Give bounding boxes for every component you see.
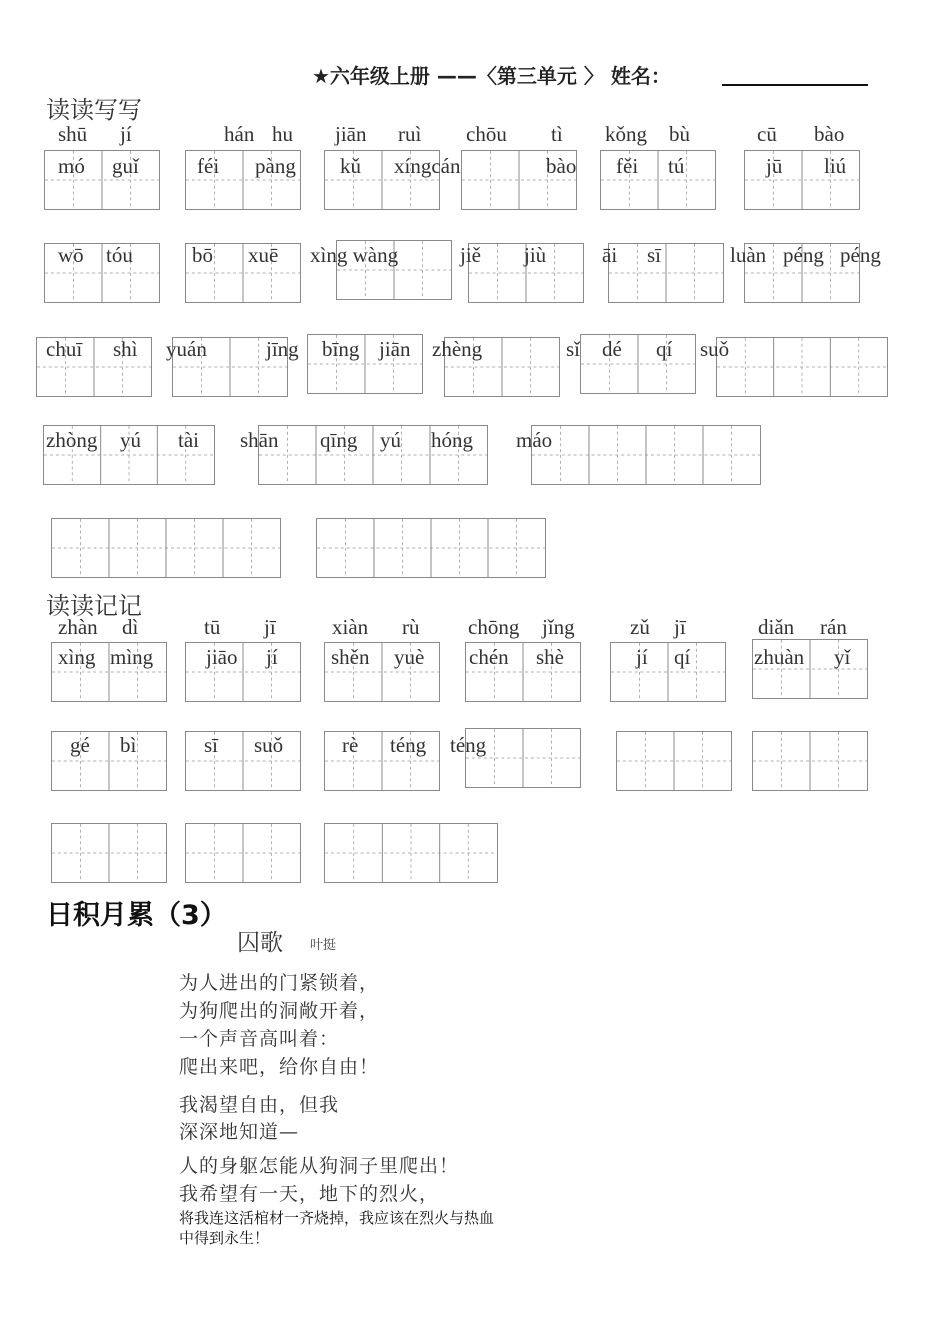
pinyin: shū [58,122,88,146]
pinyin: tài [178,428,199,452]
pinyin: qí [656,337,673,361]
pinyin: tú [668,154,685,178]
pinyin: jiān [379,337,411,361]
writing-grid[interactable] [531,425,761,485]
pinyin: zǔ [630,615,650,639]
pinyin: tóu [106,243,133,267]
pinyin: tū [204,615,221,639]
pinyin: rè [342,733,359,757]
pinyin: jī [264,615,276,639]
pinyin: chōng [468,615,520,639]
pinyin: shì [113,337,138,361]
pinyin: yú [120,428,141,452]
writing-grid[interactable] [716,337,888,397]
writing-grid[interactable] [185,642,301,702]
pinyin: kǔ [340,154,361,178]
pinyin: jí [266,645,278,669]
pinyin: dé [602,337,622,361]
pinyin: qīng [320,428,358,452]
pinyin: bō [192,243,213,267]
pinyin: jí [636,645,648,669]
poem-title: 囚歌 [237,930,283,956]
pinyin: shěn [331,645,370,669]
pinyin: qí [674,645,691,669]
pinyin: hán [224,122,255,146]
pinyin: yǐ [834,645,851,669]
writing-grid[interactable] [324,823,498,883]
writing-grid[interactable] [316,518,546,578]
poem-line: 为人进出的门紧锁着， [179,972,380,994]
pinyin: xuē [248,243,279,267]
pinyin: jū [766,154,783,178]
poem-line: 为狗爬出的洞敞开着， [179,1000,380,1022]
pinyin: guǐ [112,154,139,178]
writing-grid[interactable] [608,243,724,303]
pinyin: zhòng [46,428,98,452]
pinyin: sǐ [566,337,581,361]
pinyin: bīng [322,337,360,361]
pinyin: zhàn [58,615,98,639]
pinyin: pàng [255,154,296,178]
pinyin: hu [272,122,293,146]
pinyin: kǒng [605,122,647,146]
pinyin: yú [380,428,401,452]
pinyin: zhèng [432,337,483,361]
writing-grid[interactable] [752,731,868,791]
writing-grid[interactable] [185,731,301,791]
writing-grid[interactable] [51,518,281,578]
pinyin: chuī [46,337,83,361]
pinyin: suǒ [254,733,284,757]
pinyin: jiān [335,122,367,146]
pinyin: wō [58,243,84,267]
pinyin: máo [516,428,553,452]
pinyin: téng [450,733,487,757]
pinyin: yuè [394,645,425,669]
pinyin: péng [783,243,824,267]
poem-line: 一个声音高叫着： [179,1028,340,1050]
pinyin: jīng [266,337,299,361]
section-title-accumulation: 日积月累（3） [46,900,227,931]
pinyin: hóng [431,428,473,452]
pinyin: bù [669,122,690,146]
pinyin: xìng wàng [310,243,399,267]
name-blank-line [722,84,868,86]
pinyin: bào [546,154,577,178]
pinyin: mìng [110,645,154,669]
writing-grid[interactable] [185,823,301,883]
poem-line: 将我连这活棺材一齐烧掉，我应该在烈火与热血 [179,1209,495,1227]
pinyin: jiāo [206,645,238,669]
pinyin: zhuàn [754,645,805,669]
pinyin: suǒ [700,337,730,361]
pinyin: jiù [524,243,547,267]
poem-line: 爬出来吧，给你自由！ [179,1056,380,1078]
poem-line: 我渴望自由，但我 [179,1094,340,1116]
pinyin: jī [674,615,686,639]
pinyin: xìng [58,645,96,669]
pinyin: āi [602,243,618,267]
pinyin: xíngcán [394,154,461,178]
pinyin: yuán [166,337,207,361]
pinyin: péng [840,243,881,267]
writing-grid[interactable] [51,823,167,883]
pinyin: jí [120,122,132,146]
pinyin: bào [814,122,845,146]
worksheet-header: ★六年级上册 ——〈第三单元 〉 姓名： [312,64,671,88]
pinyin: liú [824,154,847,178]
pinyin: xiàn [332,615,369,639]
pinyin: sī [647,243,662,267]
pinyin: chén [469,645,509,669]
poem-author: 叶挺 [310,938,337,953]
poem-line: 我希望有一天，地下的烈火， [179,1183,440,1205]
writing-grid[interactable] [51,731,167,791]
poem-line: 中得到永生！ [179,1229,270,1247]
section-title-read-write: 读读写写 [46,96,142,124]
pinyin: ruì [398,122,422,146]
pinyin: dì [122,615,139,639]
writing-grid[interactable] [580,334,696,394]
pinyin: fěi [616,154,639,178]
pinyin: tì [551,122,563,146]
pinyin: cū [757,122,777,146]
pinyin: rù [402,615,420,639]
pinyin: chōu [466,122,507,146]
writing-grid[interactable] [616,731,732,791]
pinyin: gé [70,733,90,757]
pinyin: jǐng [542,615,575,639]
pinyin: mó [58,154,85,178]
pinyin: téng [390,733,427,757]
pinyin: luàn [730,243,767,267]
pinyin: shè [536,645,564,669]
poem-line: 深深地知道— [179,1121,300,1143]
pinyin: bì [120,733,137,757]
pinyin: shān [240,428,279,452]
poem-line: 人的身躯怎能从狗洞子里爬出！ [179,1155,460,1177]
writing-grid[interactable] [610,642,726,702]
section-title-read-remember: 读读记记 [46,592,142,620]
pinyin: jiě [460,243,481,267]
pinyin: diǎn [758,615,795,639]
pinyin: sī [204,733,219,757]
pinyin: féi [197,154,220,178]
pinyin: rán [820,615,847,639]
